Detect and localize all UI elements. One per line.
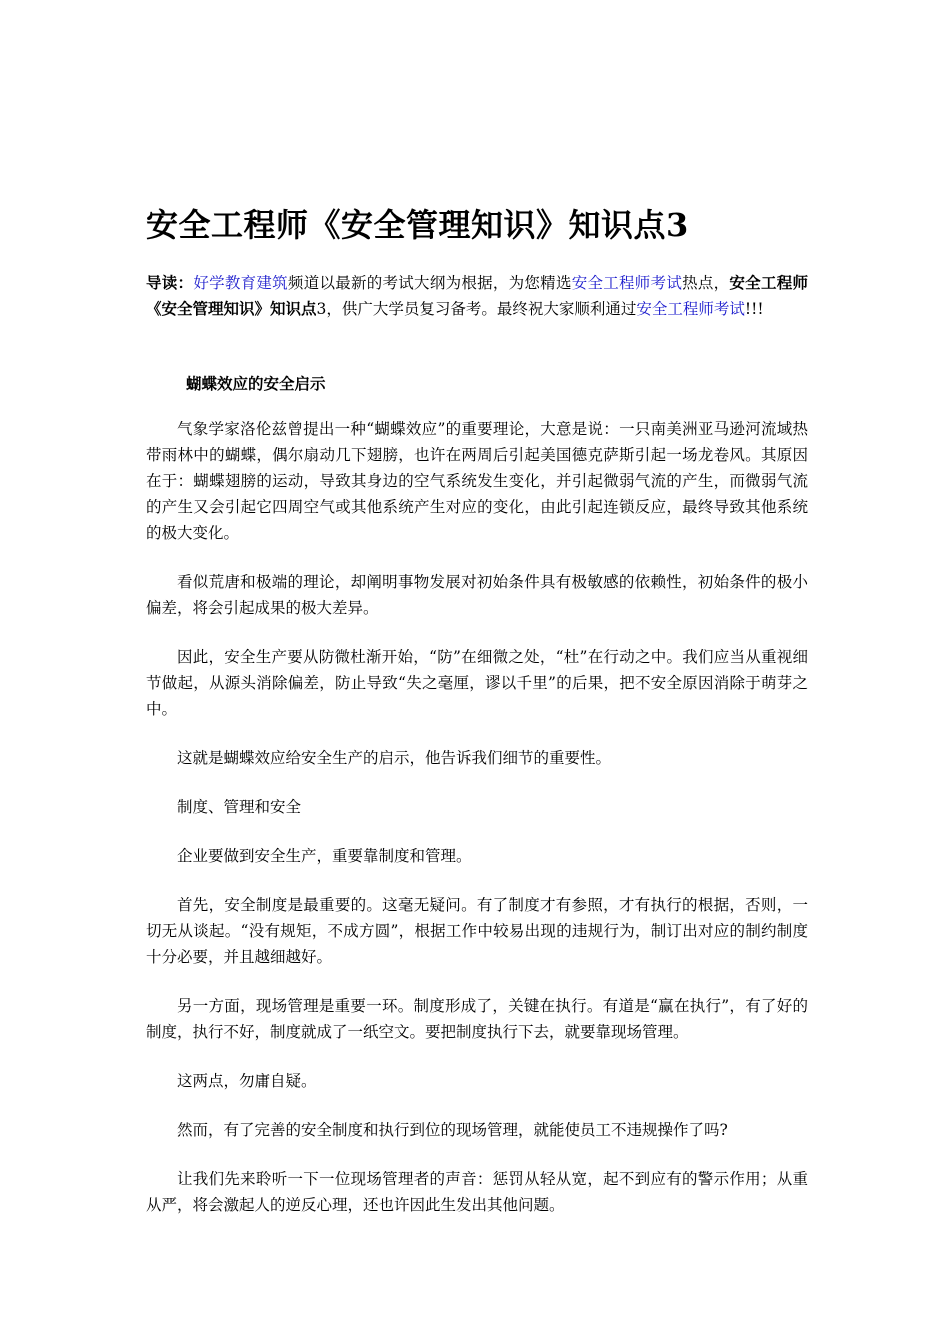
intro-text-1: 频道以最新的考试大纲为根据，为您精选 bbox=[287, 274, 572, 292]
section-heading: 蝴蝶效应的安全启示 bbox=[186, 374, 326, 393]
paragraph: 这两点，勿庸自疑。 bbox=[177, 1072, 317, 1090]
link-safety-engineer-exam-1[interactable]: 安全工程师考试 bbox=[571, 274, 683, 292]
link-safety-engineer-exam-2[interactable]: 安全工程师考试 bbox=[636, 300, 745, 318]
paragraph: 然而，有了完善的安全制度和执行到位的现场管理，就能使员工不违规操作了吗? bbox=[177, 1121, 728, 1139]
paragraph: 看似荒唐和极端的理论，却阐明事物发展对初始条件具有极敏感的依赖性，初始条件的极小偏差，将会引起成果的极大差异。 bbox=[146, 573, 808, 617]
intro-text-2: 热点， bbox=[682, 274, 730, 292]
intro-lead: 导读： bbox=[146, 273, 194, 292]
intro-text-3: ，供广大学员复习备考。最终祝大家顺利通过 bbox=[326, 300, 637, 318]
intro-paragraph bbox=[146, 270, 808, 322]
intro-bold-title: 安全工程师《安全管理知识》知识点 bbox=[146, 273, 808, 318]
article-body bbox=[146, 416, 808, 1241]
paragraph: 首先，安全制度是最重要的。这毫无疑问。有了制度才有参照，才有执行的根据，否则，一切无从谈起。“没有规矩，不成方圆”，根据工作中较易出现的违规行为，制订出对应的制约制度十分必要，并且越细越好。 bbox=[146, 896, 808, 966]
intro-text-4: !!! bbox=[744, 300, 764, 318]
link-haoxue-jianzhu[interactable]: 好学教育建筑 bbox=[193, 274, 288, 292]
paragraph: 让我们先来聆听一下一位现场管理者的声音：惩罚从轻从宽，起不到应有的警示作用；从重从严，将会激起人的逆反心理，还也许因此生发出其他问题。 bbox=[146, 1170, 808, 1214]
paragraph: 另一方面，现场管理是重要一环。制度形成了，关键在执行。有道是“赢在执行”，有了好的制度，执行不好，制度就成了一纸空文。要把制度执行下去，就要靠现场管理。 bbox=[146, 997, 808, 1041]
intro-bold-num: 3 bbox=[316, 300, 327, 318]
paragraph: 这就是蝴蝶效应给安全生产的启示，他告诉我们细节的重要性。 bbox=[177, 749, 612, 767]
paragraph: 因此，安全生产要从防微杜渐开始，“防”在细微之处，“杜”在行动之中。我们应当从重视细节做起，从源头消除偏差，防止导致“失之毫厘，谬以千里”的后果，把不安全原因消除于萌芽之中。 bbox=[146, 648, 808, 718]
paragraph-subtitle: 制度、管理和安全 bbox=[177, 798, 302, 816]
paragraph: 气象学家洛伦兹曾提出一种“蝴蝶效应”的重要理论，大意是说：一只南美洲亚马逊河流域热带雨林中的蝴蝶，偶尔扇动几下翅膀，也许在两周后引起美国德克萨斯引起一场龙卷风。其原因在于：蝴蝶翅膀的运动，导致其身边的空气系统发生变化，并引起微弱气流的产生，而微弱气流的产生又会引起它四周空气或其他系统产生对应的变化，由此引起连锁反应，最终导致其他系统的极大变化。 bbox=[146, 420, 808, 542]
paragraph: 企业要做到安全生产，重要靠制度和管理。 bbox=[177, 847, 472, 865]
page-title: 安全工程师《安全管理知识》知识点3 bbox=[146, 206, 689, 244]
